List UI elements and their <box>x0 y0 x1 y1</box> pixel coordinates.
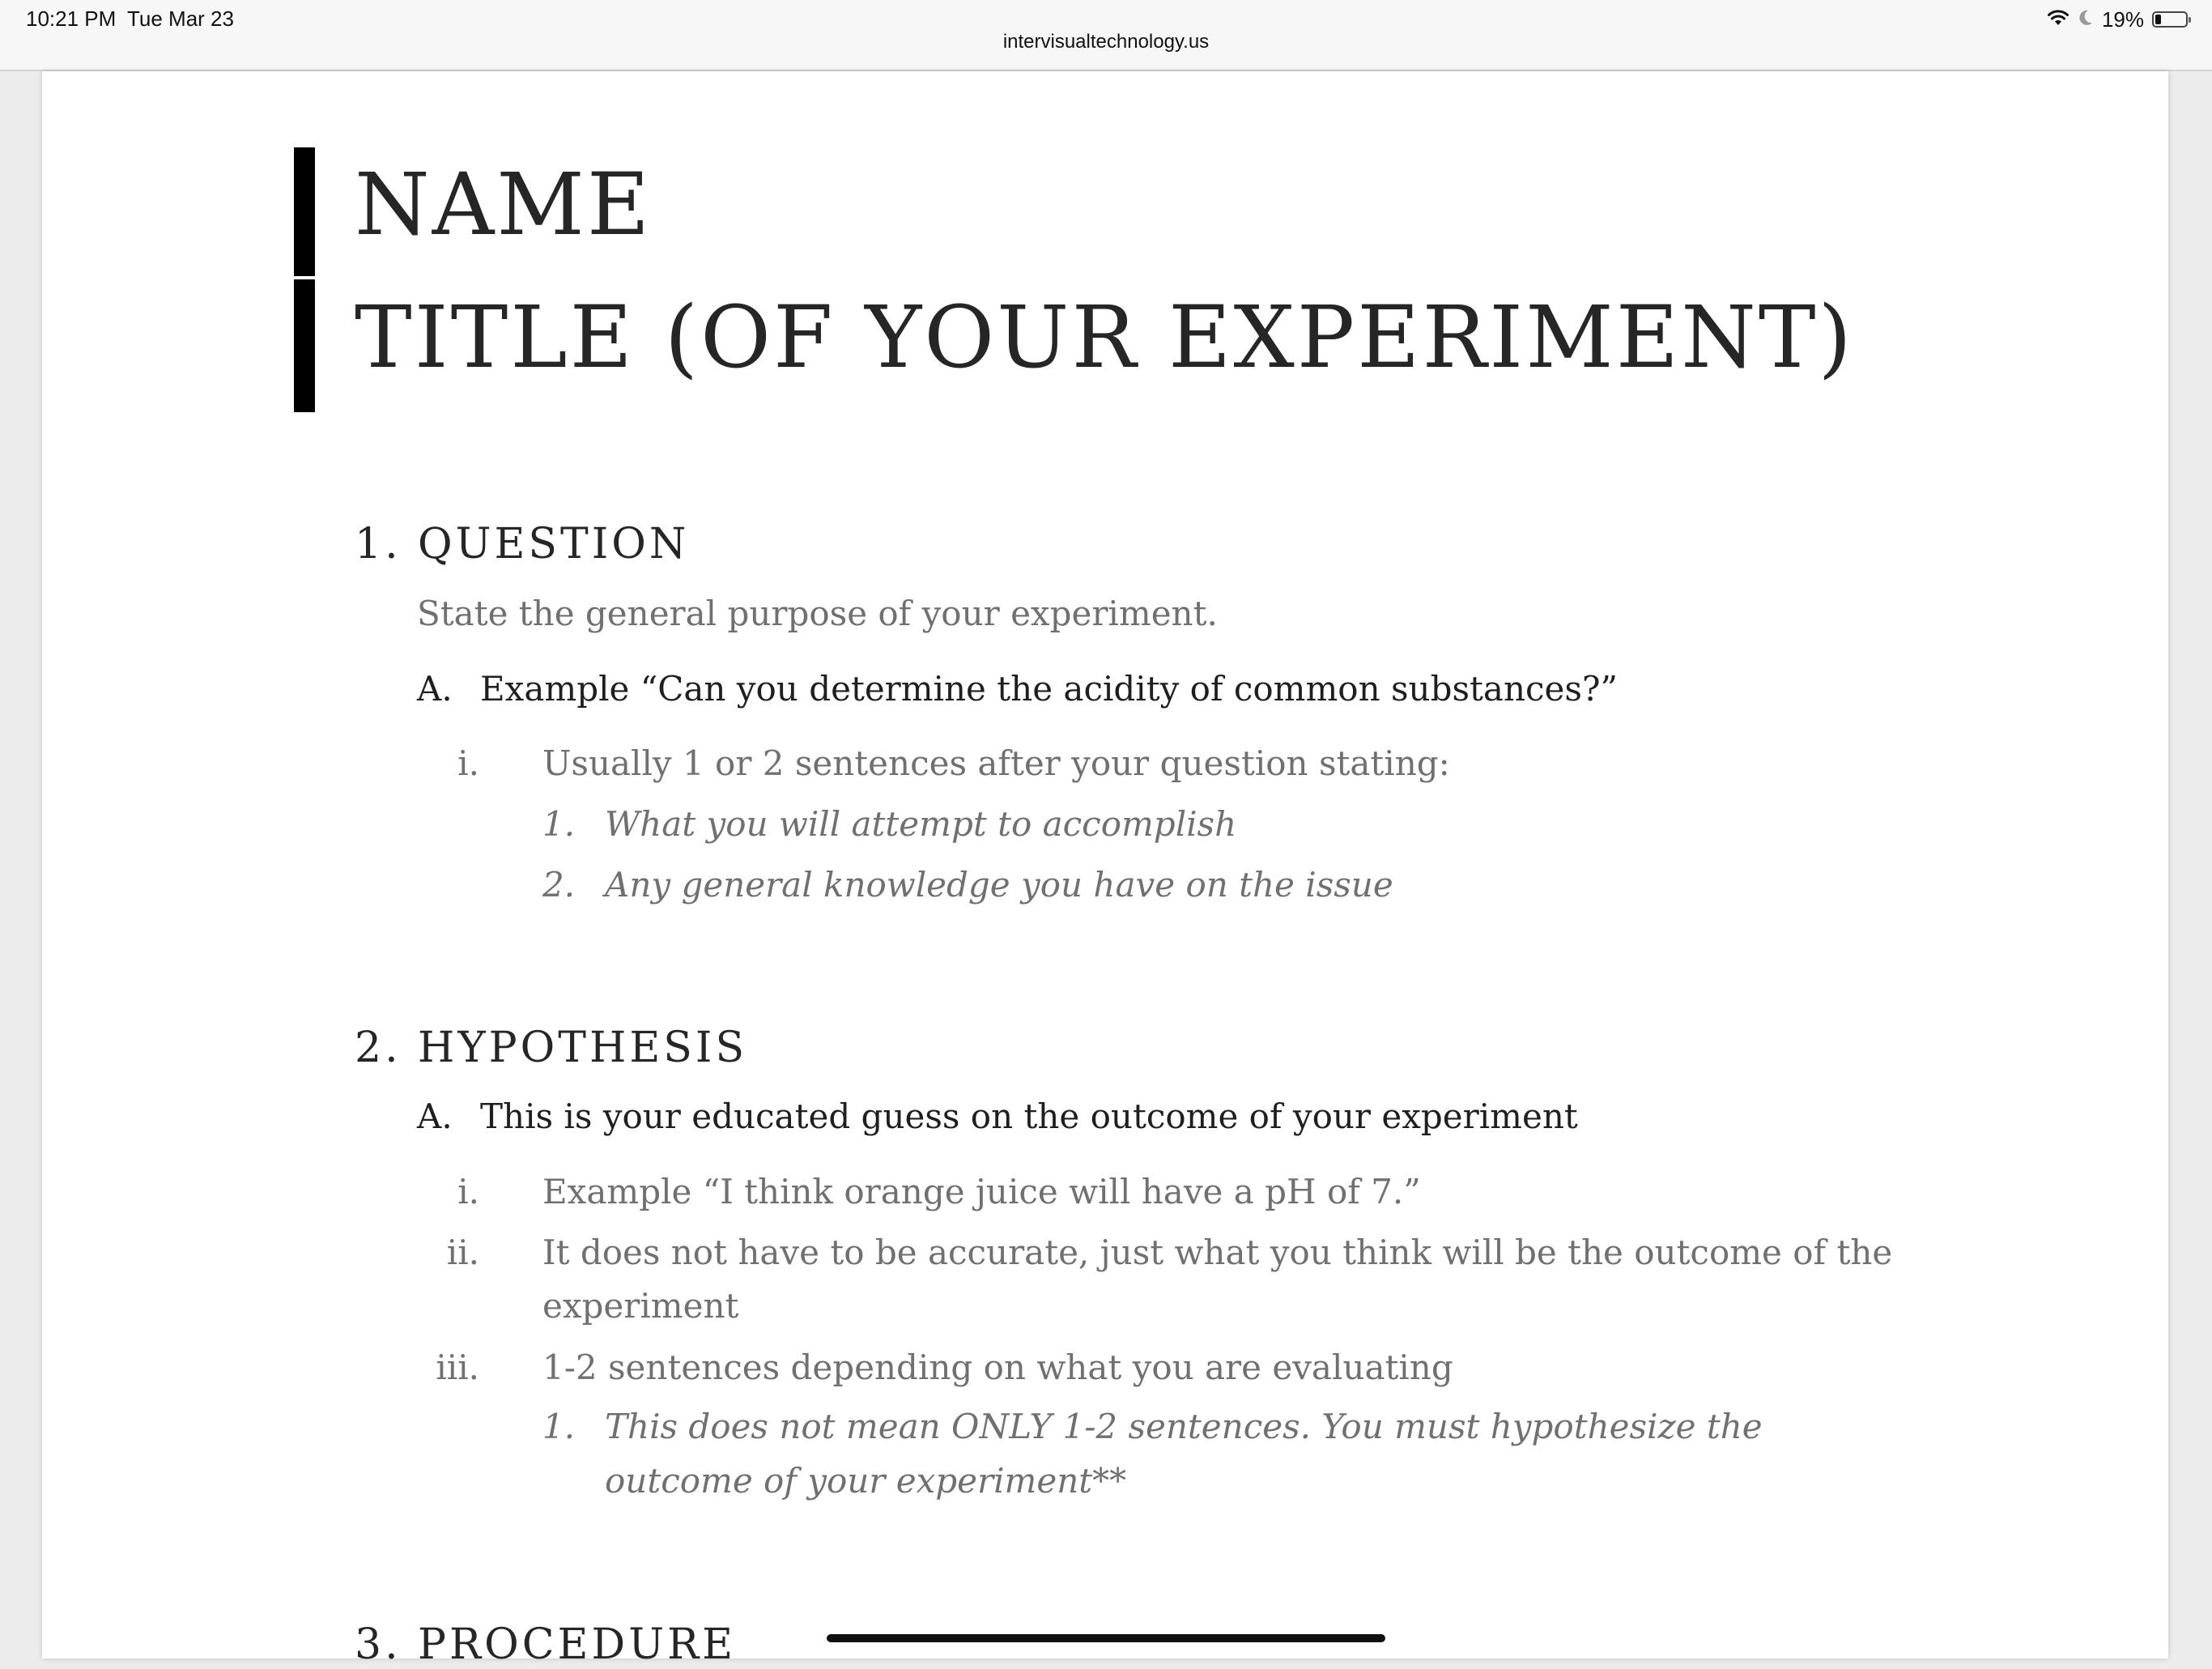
status-indicators <box>2047 6 2188 32</box>
list-item-text: Usually 1 or 2 sentences after your question stating: <box>542 743 1450 783</box>
list-marker: A. <box>417 669 453 709</box>
status-date: Tue Mar 23 <box>127 6 234 31</box>
list-item-text-continued: outcome of your experiment** <box>605 1461 1127 1501</box>
list-item-text-continued: experiment <box>542 1286 739 1326</box>
section-number: 3. <box>355 1620 402 1669</box>
list-item-text: Any general knowledge you have on the issue <box>605 865 1393 905</box>
battery-icon <box>2152 11 2188 28</box>
wifi-icon <box>2047 7 2069 32</box>
list-item-text: Example “Can you determine the acidity of common substances?” <box>480 669 1618 709</box>
list-marker: 2. <box>542 865 576 905</box>
section-heading-question <box>355 520 690 568</box>
title-accent-bar-gap <box>294 276 315 279</box>
section-number: 1. <box>355 520 402 568</box>
list-item-text: What you will attempt to accomplish <box>605 804 1237 844</box>
list-item-text: This does not mean ONLY 1-2 sentences. You must hypothesize the <box>605 1407 1763 1446</box>
list-marker: 1. <box>542 1407 576 1446</box>
list-marker: i. <box>457 1172 479 1211</box>
list-item-text: 1-2 sentences depending on what you are evaluating <box>542 1348 1453 1387</box>
address-bar[interactable] <box>0 31 2212 53</box>
list-marker: i. <box>457 743 479 783</box>
document-title: TITLE (OF YOUR EXPERIMENT) <box>355 287 1854 387</box>
list-item-text: This is your educated guess on the outcome of your experiment <box>480 1096 1578 1136</box>
list-marker: ii. <box>446 1233 479 1272</box>
status-time: 10:21 PM <box>26 6 117 31</box>
list-item-text: Example “I think orange juice will have a pH of 7.” <box>542 1172 1421 1211</box>
status-bar <box>0 0 2212 71</box>
url-text[interactable]: intervisualtechnology.us <box>1002 31 1210 53</box>
list-marker: A. <box>417 1096 453 1136</box>
home-indicator[interactable] <box>827 1634 1385 1642</box>
list-item-text: It does not have to be accurate, just what you think will be the outcome of the <box>542 1233 1893 1272</box>
section-title: QUESTION <box>418 520 690 568</box>
section-title: PROCEDURE <box>418 1620 737 1669</box>
list-marker: iii. <box>436 1348 479 1387</box>
battery-level-fill <box>2155 15 2161 24</box>
section-number: 2. <box>355 1024 402 1072</box>
section-intro: State the general purpose of your experiment. <box>417 594 1218 633</box>
section-title: HYPOTHESIS <box>418 1024 748 1072</box>
battery-percent: 19% <box>2101 6 2144 32</box>
list-marker: 1. <box>542 804 576 844</box>
document-name: NAME <box>355 155 653 254</box>
title-accent-bar <box>294 147 315 412</box>
moon-icon <box>2078 7 2094 32</box>
section-heading-hypothesis <box>355 1024 748 1072</box>
section-heading-procedure <box>355 1620 737 1669</box>
